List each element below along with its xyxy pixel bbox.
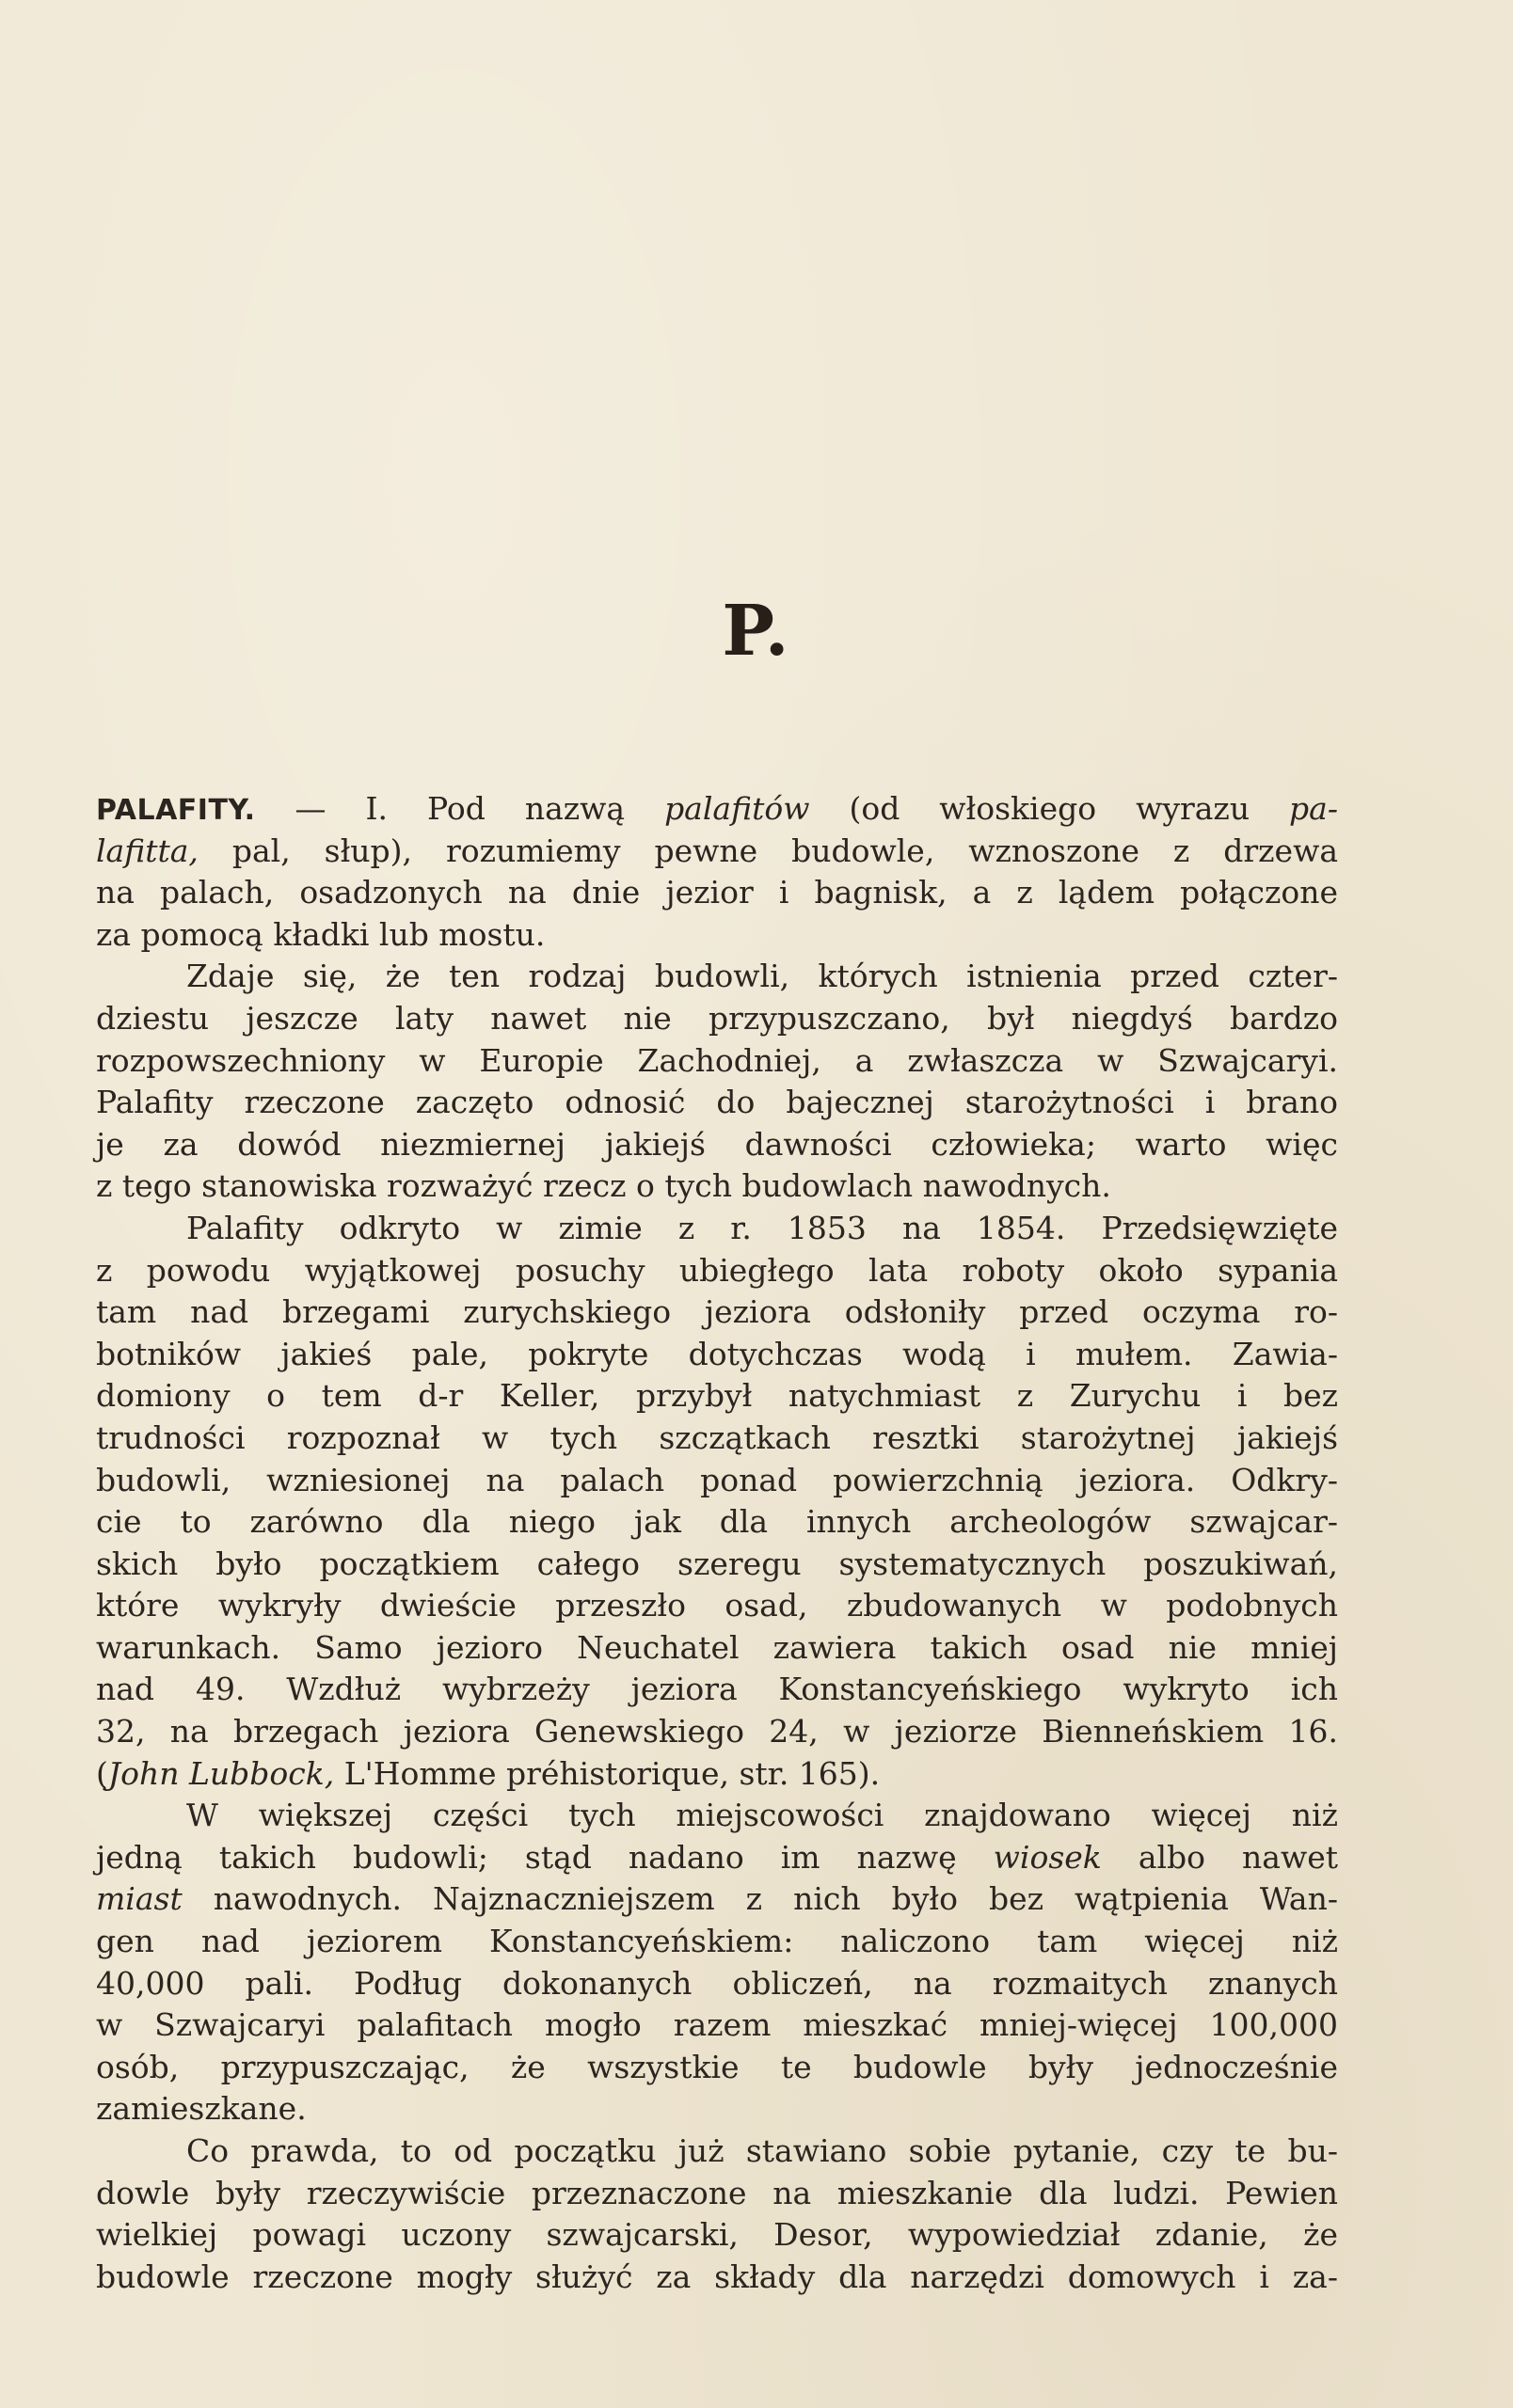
text-run: zamieszkane. xyxy=(96,2090,307,2128)
text-run: gen nad jeziorem Konstancyeńskiem: naliczono tam więcej niż xyxy=(96,1923,1338,1960)
text-run: osób, przypuszczając, że wszystkie te budowle były jednocześnie xyxy=(96,2048,1338,2085)
text-run: rozpowszechniony w Europie Zachodniej, a zwłaszcza w Szwajcaryi. xyxy=(96,1041,1338,1079)
text-line xyxy=(96,1878,1338,1921)
text-line xyxy=(96,1627,1338,1670)
text-line xyxy=(96,2004,1338,2047)
entry-headword: PALAFITY. xyxy=(96,794,256,827)
text-line xyxy=(96,1124,1338,1166)
text-line xyxy=(96,1250,1338,1292)
text-line xyxy=(96,914,1338,957)
text-line xyxy=(96,2214,1338,2257)
text-run: które wykryły dwieście przeszło osad, zbudowanych w podobnych xyxy=(96,1587,1338,1624)
text-line xyxy=(96,1375,1338,1418)
text-line xyxy=(96,1208,1338,1250)
text-line xyxy=(96,1418,1338,1460)
text-line xyxy=(96,872,1338,914)
text-line xyxy=(96,1460,1338,1502)
article-body xyxy=(96,788,1338,2298)
text-line xyxy=(96,998,1338,1040)
text-run: albo nawet xyxy=(1101,1838,1338,1876)
text-run: domiony o tem d-r Keller, przybył natychmiast z Zurychu i bez xyxy=(96,1377,1338,1415)
text-run: nad 49. Wzdłuż wybrzeży jeziora Konstancyeńskiego wykryto ich xyxy=(96,1671,1338,1708)
italic-term: pa- xyxy=(1289,790,1338,827)
italic-term: wiosek xyxy=(993,1838,1102,1876)
text-run: z powodu wyjątkowej posuchy ubiegłego lata roboty około sypania xyxy=(96,1251,1338,1289)
text-line xyxy=(96,1963,1338,2005)
text-run: tam nad brzegami zurychskiego jeziora odsłoniły przed oczyma ro- xyxy=(96,1293,1338,1331)
text-run: Palafity odkryto w zimie z r. 1853 na 1854. Przedsięwzięte xyxy=(186,1209,1338,1246)
text-line xyxy=(96,1753,1338,1796)
text-run: (od włoskiego wyrazu xyxy=(809,790,1290,827)
text-run: W większej części tych miejscowości znajdowano więcej niż xyxy=(186,1797,1338,1834)
text-line xyxy=(96,1585,1338,1627)
italic-term: miast xyxy=(96,1880,183,1918)
text-line xyxy=(96,1669,1338,1711)
text-run: — I. Pod nazwą xyxy=(255,790,665,827)
text-run: Zdaje się, że ten rodzaj budowli, których istnienia przed czter- xyxy=(186,958,1338,995)
text-line xyxy=(96,1291,1338,1334)
text-run: w Szwajcaryi palafitach mogło razem mieszkać mniej-więcej 100,000 xyxy=(96,2006,1338,2044)
text-line xyxy=(96,1334,1338,1376)
text-line xyxy=(96,1501,1338,1544)
text-line xyxy=(96,1795,1338,1837)
text-line xyxy=(96,956,1338,998)
text-run: dziestu jeszcze laty nawet nie przypuszczano, był niegdyś bardzo xyxy=(96,999,1338,1037)
text-run: ( xyxy=(96,1754,108,1792)
text-run: budowle rzeczone mogły służyć za składy dla narzędzi domowych i za- xyxy=(96,2258,1338,2295)
italic-term: palafitów xyxy=(664,790,810,827)
text-line xyxy=(96,2047,1338,2089)
text-run: skich było początkiem całego szeregu systematycznych poszukiwań, xyxy=(96,1545,1338,1582)
text-run: na palach, osadzonych na dnie jezior i bagnisk, a z lądem połączone xyxy=(96,874,1338,911)
text-run: Co prawda, to od początku już stawiano sobie pytanie, czy te bu- xyxy=(186,2132,1338,2169)
text-line xyxy=(96,1837,1338,1879)
text-run: z tego stanowiska rozważyć rzecz o tych budowlach nawodnych. xyxy=(96,1167,1111,1205)
italic-term: John Lubbock, xyxy=(107,1754,335,1792)
text-line xyxy=(96,788,1338,831)
text-run: wielkiej powagi uczony szwajcarski, Desor, wypowiedział zdanie, że xyxy=(96,2216,1338,2254)
text-line xyxy=(96,1544,1338,1586)
text-run: pal, słup), rozumiemy pewne budowle, wznoszone z drzewa xyxy=(198,832,1338,869)
text-line xyxy=(96,1040,1338,1083)
text-run: 40,000 pali. Podług dokonanych obliczeń, na rozmaitych znanych xyxy=(96,1964,1338,2002)
text-run: za pomocą kładki lub mostu. xyxy=(96,915,546,953)
text-run: je za dowód niezmiernej jakiejś dawności człowieka; warto więc xyxy=(96,1125,1338,1163)
text-run: cie to zarówno dla niego jak dla innych archeologów szwajcar- xyxy=(96,1503,1338,1541)
text-line xyxy=(96,1082,1338,1124)
text-run: trudności rozpoznał w tych szczątkach resztki starożytnej jakiejś xyxy=(96,1418,1338,1456)
text-run: Palafity rzeczone zaczęto odnosić do bajecznej starożytności i brano xyxy=(96,1084,1338,1121)
text-run: 32, na brzegach jeziora Genewskiego 24, w jeziorze Bienneńskiem 16. xyxy=(96,1713,1338,1751)
italic-term: lafitta, xyxy=(96,832,199,869)
text-line xyxy=(96,2088,1338,2131)
text-run: L'Homme préhistorique, str. 165). xyxy=(334,1754,881,1792)
text-run: budowli, wzniesionej na palach ponad powierzchnią jeziora. Odkry- xyxy=(96,1461,1338,1498)
text-line xyxy=(96,1165,1338,1208)
section-letter-heading: P. xyxy=(722,591,791,672)
text-run: warunkach. Samo jezioro Neuchatel zawiera takich osad nie mniej xyxy=(96,1628,1338,1666)
text-line xyxy=(96,831,1338,873)
text-run: nawodnych. Najznaczniejszem z nich było bez wątpienia Wan- xyxy=(182,1880,1338,1918)
text-run: dowle były rzeczywiście przeznaczone na mieszkanie dla ludzi. Pewien xyxy=(96,2174,1338,2211)
text-line xyxy=(96,1711,1338,1753)
text-line xyxy=(96,2131,1338,2173)
text-line xyxy=(96,2257,1338,2299)
text-run: botników jakieś pale, pokryte dotychczas wodą i mułem. Zawia- xyxy=(96,1335,1338,1372)
text-line xyxy=(96,1921,1338,1963)
text-run: jedną takich budowli; stąd nadano im nazwę xyxy=(96,1838,994,1876)
text-line xyxy=(96,2173,1338,2215)
